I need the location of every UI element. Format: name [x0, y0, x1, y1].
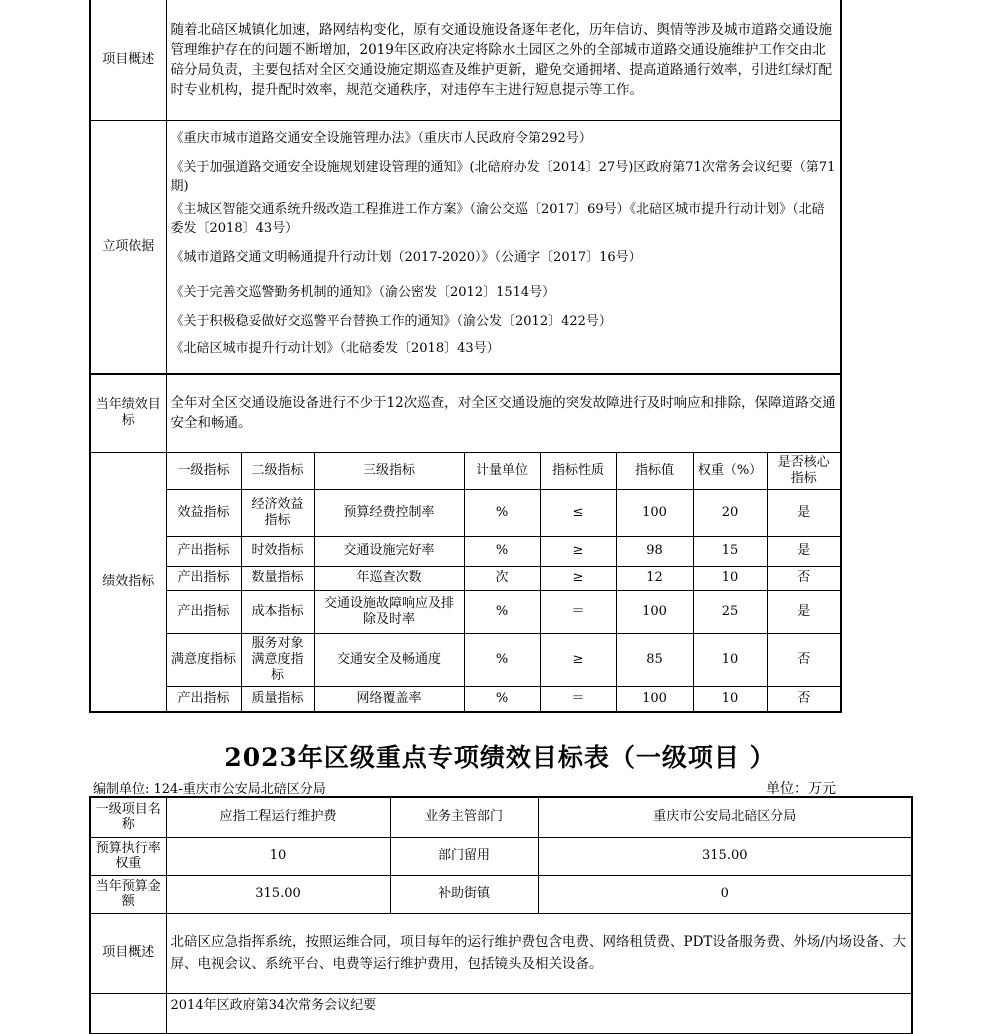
metric-cell: 20	[693, 489, 767, 536]
basis-item: 《关于完善交巡警勤务机制的通知》（渝公密发〔2012〕1514号）	[170, 284, 556, 300]
overview-text: 随着北碚区城镇化加速，路网结构变化，原有交通设施设备逐年老化，历年信访、舆情等涉及城市道路交通设施管理维护存在的问题不断增加，2019年区政府决定将除水土园区之外的全部城市道路交通设施维护工作交由北碚分局负责，主要包括对全区交通设施定期巡查及维护更新，避免交通拥堵、提高道路通行效率，引进红绿灯配时专业机构，提升配时效率，规范交通秩序，对违停车主进行短息提示等工作。	[166, 0, 841, 120]
basis-item: 《城市道路交通文明畅通提升行动计划（2017-2020）》（公通字〔2017〕16号）	[170, 249, 642, 265]
metric-cell: %	[464, 686, 540, 712]
metric-cell: %	[464, 590, 540, 633]
metric-cell: 产出指标	[166, 536, 241, 566]
name-label: 一级项目名称	[90, 797, 166, 837]
metric-cell: 产出指标	[166, 590, 241, 633]
basis-list	[166, 120, 841, 374]
weight-label: 预算执行率权重	[90, 837, 166, 875]
metric-cell: 100	[616, 489, 693, 536]
table-row	[90, 566, 841, 590]
metric-header: 二级指标	[241, 452, 314, 489]
metric-cell: 10	[693, 633, 767, 686]
basis-item: 《关于积极稳妥做好交巡警平台替换工作的通知》（渝公发〔2012〕422号）	[170, 313, 612, 329]
amount-label: 当年预算金额	[90, 875, 166, 913]
metric-cell: 质量指标	[241, 686, 314, 712]
metric-cell: 产出指标	[166, 566, 241, 590]
metric-cell: 否	[767, 633, 841, 686]
metric-cell: 数量指标	[241, 566, 314, 590]
metric-cell: 12	[616, 566, 693, 590]
table-row	[90, 536, 841, 566]
metric-cell: 次	[464, 566, 540, 590]
project-table-1	[89, 0, 842, 713]
metric-cell: 时效指标	[241, 536, 314, 566]
metric-cell: ＝	[540, 686, 616, 712]
metric-cell: ≥	[540, 536, 616, 566]
basis-text-2: 2014年区政府第34次常务会议纪要	[166, 993, 912, 1033]
metric-cell: 满意度指标	[166, 633, 241, 686]
goal-text: 全年对全区交通设施设备进行不少于12次巡查，对全区交通设施的突发故障进行及时响应和排除，保障道路交通安全和畅通。	[166, 374, 841, 452]
basis-item: 《主城区智能交通系统升级改造工程推进工作方案》（渝公交巡〔2017〕69号）《北碚区城市提升行动计划》（北碚委发〔2018〕43号）	[170, 201, 825, 236]
metric-cell: 100	[616, 686, 693, 712]
metric-header: 计量单位	[464, 452, 540, 489]
metric-cell: 成本指标	[241, 590, 314, 633]
subsidy-value: 0	[538, 875, 912, 913]
metric-cell: 否	[767, 566, 841, 590]
table-row	[90, 590, 841, 633]
metric-cell: 是	[767, 590, 841, 633]
metric-cell: 100	[616, 590, 693, 633]
metric-cell: 98	[616, 536, 693, 566]
basis-item: 《重庆市城市道路交通安全设施管理办法》（重庆市人民政府令第292号）	[170, 130, 592, 146]
table-row	[90, 686, 841, 712]
metric-cell: 经济效益指标	[241, 489, 314, 536]
project-table-2	[89, 796, 913, 1034]
metrics-label: 绩效指标	[90, 452, 166, 712]
metric-cell: 是	[767, 536, 841, 566]
metric-cell: 预算经费控制率	[314, 489, 464, 536]
goal-label: 当年绩效目标	[90, 374, 166, 452]
name-value: 应指工程运行维护费	[166, 797, 390, 837]
metric-cell: 10	[693, 566, 767, 590]
amount-value: 315.00	[166, 875, 390, 913]
metric-cell: 年巡查次数	[314, 566, 464, 590]
metric-cell: 服务对象满意度指标	[241, 633, 314, 686]
dept-label: 业务主管部门	[390, 797, 538, 837]
table-row	[90, 489, 841, 536]
metric-cell: %	[464, 536, 540, 566]
weight-value: 10	[166, 837, 390, 875]
basis-label: 立项依据	[90, 120, 166, 374]
overview-text-2: 北碚区应急指挥系统，按照运维合同，项目每年的运行维护费包含电费、网络租赁费、PDT设备服务费、外场/内场设备、大屏、电视会议、系统平台、电费等运行维护费用，包括镜头及相关设备。	[166, 913, 912, 993]
table-row	[90, 633, 841, 686]
metric-cell: ≤	[540, 489, 616, 536]
metric-cell: %	[464, 633, 540, 686]
dept-value: 重庆市公安局北碚区分局	[538, 797, 912, 837]
currency-unit: 单位：万元	[766, 781, 836, 797]
section-title: 2023年区级重点专项绩效目标表（一级项目 ）	[224, 743, 776, 772]
metric-header: 是否核心指标	[767, 452, 841, 489]
metric-header: 三级指标	[314, 452, 464, 489]
metric-cell: 交通设施完好率	[314, 536, 464, 566]
metric-cell: 产出指标	[166, 686, 241, 712]
metric-header: 一级指标	[166, 452, 241, 489]
compiler-unit: 编制单位: 124-重庆市公安局北碚区分局	[93, 782, 326, 797]
metric-cell: 25	[693, 590, 767, 633]
basis-item: 《北碚区城市提升行动计划》（北碚委发〔2018〕43号）	[170, 340, 500, 356]
metric-header: 指标性质	[540, 452, 616, 489]
metric-header: 权重（%）	[693, 452, 767, 489]
metric-cell: 网络覆盖率	[314, 686, 464, 712]
overview-label: 项目概述	[90, 0, 166, 120]
metric-cell: 交通设施故障响应及排除及时率	[314, 590, 464, 633]
metric-cell: 15	[693, 536, 767, 566]
metric-cell: 85	[616, 633, 693, 686]
metric-cell: ≥	[540, 633, 616, 686]
retain-value: 315.00	[538, 837, 912, 875]
basis-label-2	[90, 993, 166, 1033]
metric-cell: 是	[767, 489, 841, 536]
retain-label: 部门留用	[390, 837, 538, 875]
metric-cell: 效益指标	[166, 489, 241, 536]
subsidy-label: 补助街镇	[390, 875, 538, 913]
metric-cell: %	[464, 489, 540, 536]
metric-cell: 10	[693, 686, 767, 712]
metric-header: 指标值	[616, 452, 693, 489]
metric-cell: 否	[767, 686, 841, 712]
basis-item: 《关于加强道路交通安全设施规划建设管理的通知》(北碚府办发〔2014〕27号)区政府第71次常务会议纪要（第71期)	[170, 159, 836, 194]
metric-cell: ＝	[540, 590, 616, 633]
metric-cell: ≥	[540, 566, 616, 590]
metric-cell: 交通安全及畅通度	[314, 633, 464, 686]
overview-label-2: 项目概述	[90, 913, 166, 993]
